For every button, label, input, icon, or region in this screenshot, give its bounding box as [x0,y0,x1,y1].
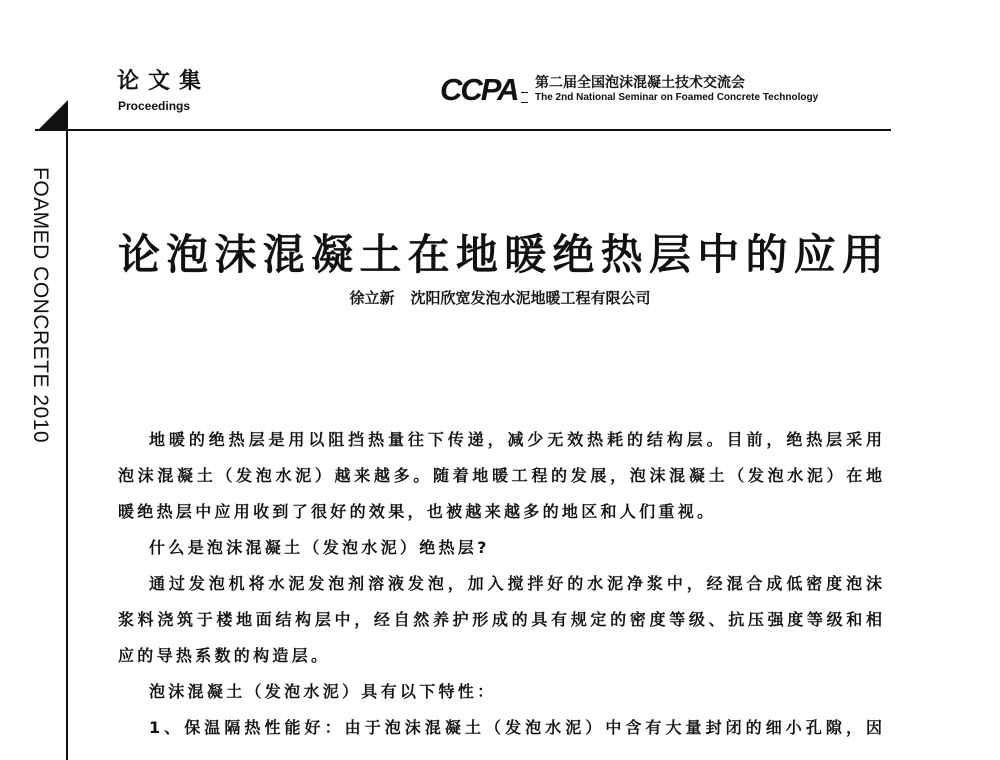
section-heading: 什么是泡沫混凝土（发泡水泥）绝热层? [149,538,490,557]
side-label: FOAMED CONCRETE 2010 [29,167,52,444]
byline [0,287,1000,308]
corner-triangle [38,100,68,130]
author-name: 徐立新 [349,289,395,307]
header-rule [35,129,891,131]
ccpa-logo: CCPA [440,72,518,107]
body-line: 1、保温隔热性能好：由于泡沫混凝土（发泡水泥）中含有大量封闭的细小孔隙，因 [149,718,882,737]
body-line: 泡沫混凝土（发泡水泥）越来越多。随着地暖工程的发展，泡沫混凝土（发泡水泥）在地 [118,466,882,485]
body-line: 通过发泡机将水泥发泡剂溶液发泡，加入搅拌好的水泥净浆中，经混合成低密度泡沫 [149,574,882,593]
article-title: 论泡沫混凝土在地暖绝热层中的应用 [118,230,884,279]
logo-stripes [521,92,528,103]
conference-title-cn: 第二届全国泡沫混凝土技术交流会 [535,75,745,91]
body-line: 暖绝热层中应用收到了很好的效果，也被越来越多的地区和人们重视。 [118,502,717,521]
collection-title-cn: 论文集 [117,69,211,94]
margin-rule [66,130,68,760]
conference-title-en: The 2nd National Seminar on Foamed Concrete Technology [535,92,819,103]
author-affiliation: 沈阳欣宽发泡水泥地暖工程有限公司 [410,289,651,307]
body-line: 浆料浇筑于楼地面结构层中，经自然养护形成的具有规定的密度等级、抗压强度等级和相 [118,610,882,629]
body-line: 地暖的绝热层是用以阻挡热量往下传递，减少无效热耗的结构层。目前，绝热层采用 [149,430,882,449]
section-heading: 泡沫混凝土（发泡水泥）具有以下特性： [149,682,497,701]
collection-title-en: Proceedings [118,99,191,113]
body-line: 应的导热系数的构造层。 [118,646,331,665]
